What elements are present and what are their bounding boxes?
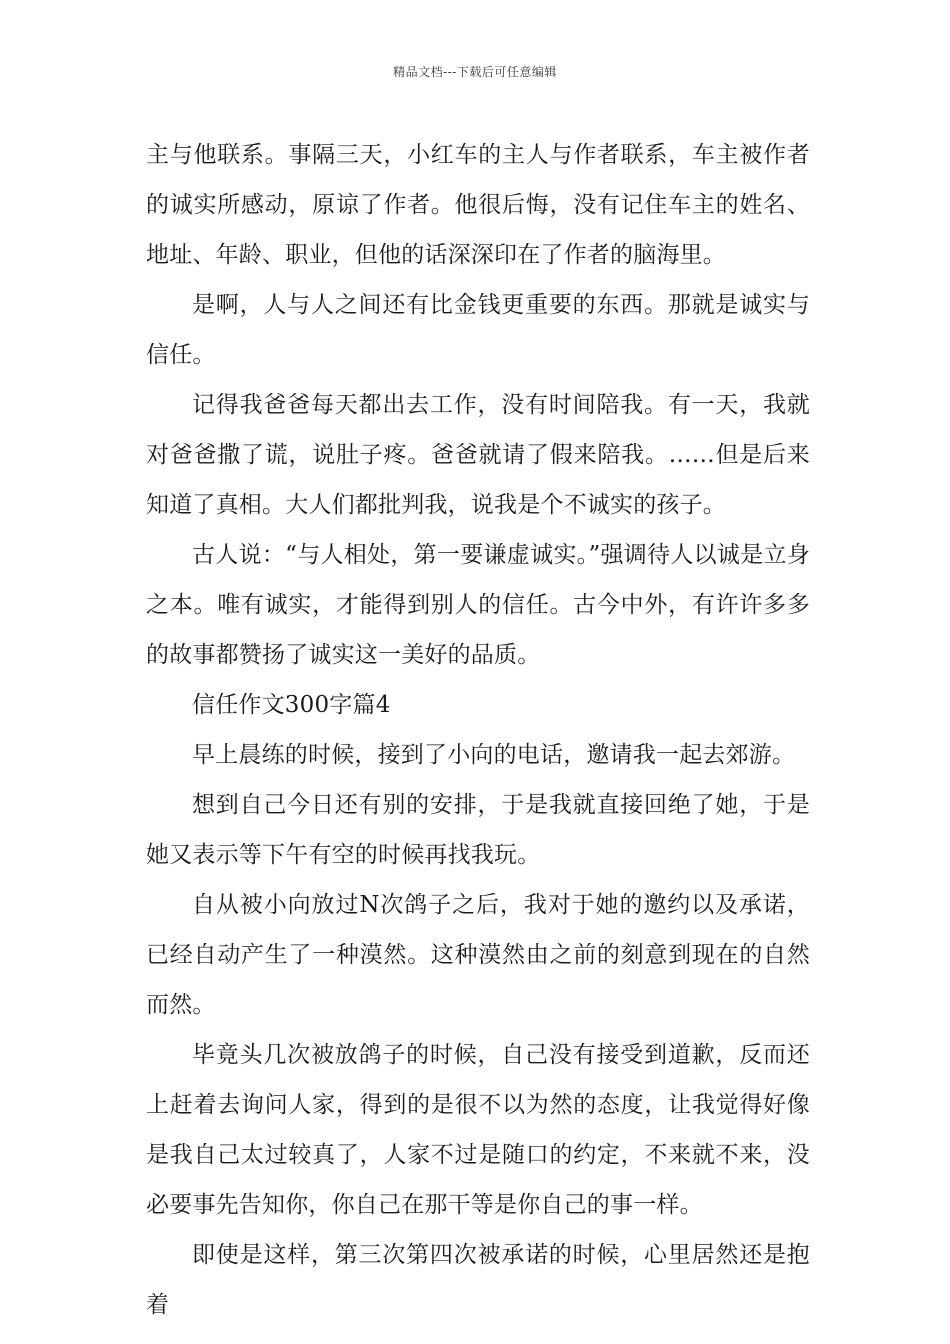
paragraph-2: 是啊，人与人之间还有比金钱更重要的东西。那就是诚实与信任。 [146, 292, 810, 368]
paragraph-8: 毕竟头几次被放鸽子的时候，自己没有接受到道歉，反而还上赶着去询问人家，得到的是很不以为然的态度，让我觉得好像是我自己太过较真了，人家不过是随口的约定，不来就不来，没必要事先告知你，你自己在那干等是你自己的事一样。 [146, 1042, 810, 1218]
paragraph-5: 早上晨练的时候，接到了小向的电话，邀请我一起去郊游。 [192, 742, 796, 768]
paragraph-1: 主与他联系。事隔三天，小红车的主人与作者联系，车主被作者的诚实所感动，原谅了作者。他很后悔，没有记住车主的姓名、地址、年龄、职业，但他的话深深印在了作者的脑海里。 [146, 142, 810, 268]
page-header: 精品文档---下载后可任意编辑 [393, 65, 557, 79]
document-body [146, 130, 810, 1330]
section-heading: 信任作文300字篇4 [192, 692, 391, 718]
paragraph-3: 记得我爸爸每天都出去工作，没有时间陪我。有一天，我就对爸爸撒了谎，说肚子疼。爸爸就请了假来陪我。……但是后来知道了真相。大人们都批判我，说我是个不诚实的孩子。 [146, 392, 810, 518]
paragraph-6: 想到自己今日还有别的安排，于是我就直接回绝了她，于是她又表示等下午有空的时候再找我玩。 [146, 792, 810, 868]
paragraph-9: 即使是这样，第三次第四次被承诺的时候，心里居然还是抱着 [146, 1242, 810, 1318]
paragraph-7: 自从被小向放过N次鸽子之后，我对于她的邀约以及承诺，已经自动产生了一种漠然。这种漠然由之前的刻意到现在的自然而然。 [146, 892, 810, 1018]
paragraph-4: 古人说：“与人相处，第一要谦虚诚实。”强调待人以诚是立身之本。唯有诚实，才能得到别人的信任。古今中外，有许许多多的故事都赞扬了诚实这一美好的品质。 [146, 542, 810, 668]
